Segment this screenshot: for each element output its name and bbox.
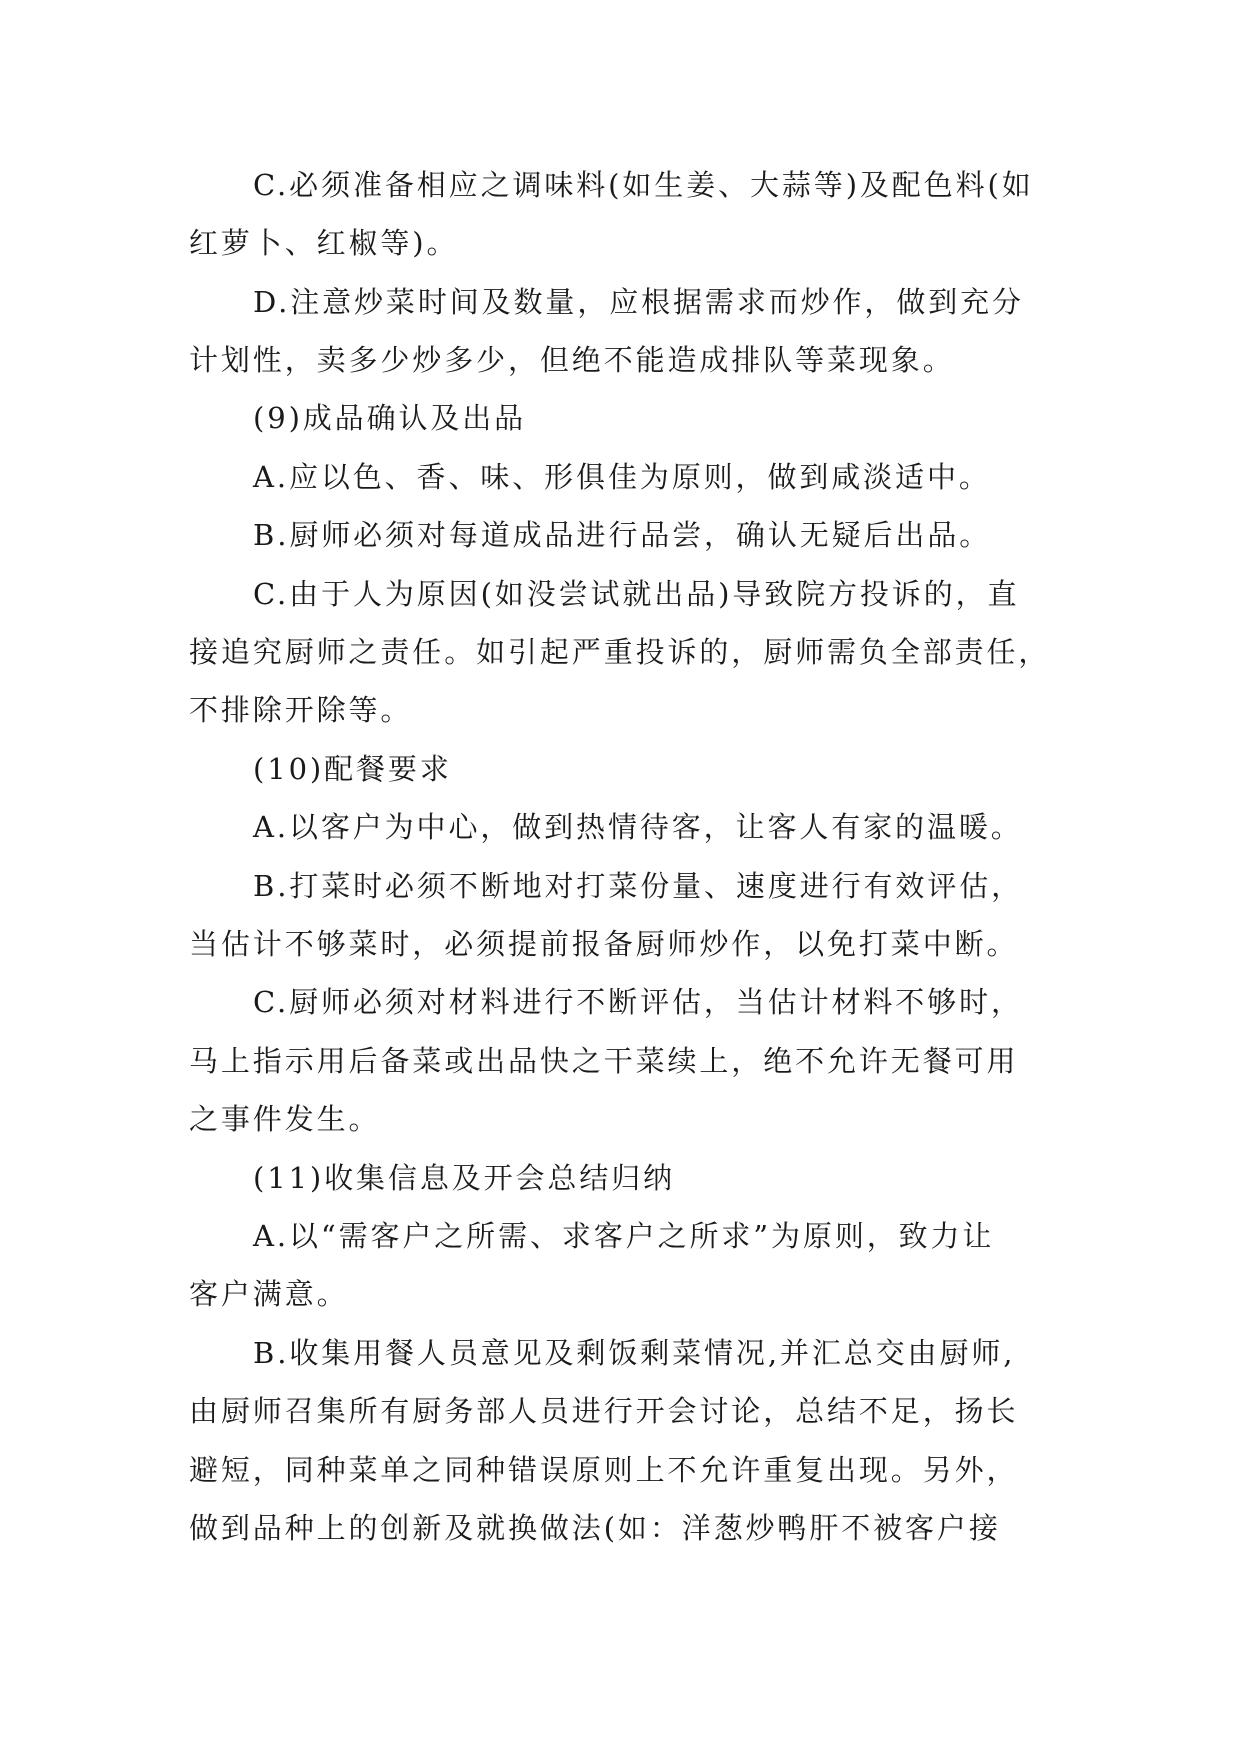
- text-line: 客户满意。: [189, 1277, 349, 1311]
- text-line: A.应以色、香、味、形俱佳为原则，做到咸淡适中。: [253, 460, 991, 494]
- text-line: C.厨师必须对材料进行不断评估，当估计材料不够时，: [253, 985, 1023, 1019]
- text-line: 红萝卜、红椒等)。: [189, 226, 459, 260]
- text-line: 计划性，卖多少炒多少，但绝不能造成排队等菜现象。: [189, 343, 955, 377]
- text-line: 由厨师召集所有厨务部人员进行开会讨论，总结不足，扬长: [189, 1394, 1019, 1428]
- text-line: 当估计不够菜时，必须提前报备厨师炒作，以免打菜中断。: [189, 927, 1019, 961]
- section-heading: (10)配餐要求: [253, 752, 452, 786]
- text-line: 马上指示用后备菜或出品快之干菜续上，绝不允许无餐可用: [189, 1044, 1019, 1078]
- section-heading: (11)收集信息及开会总结归纳: [253, 1161, 676, 1195]
- text-line: 之事件发生。: [189, 1102, 381, 1136]
- text-line: B.打菜时必须不断地对打菜份量、速度进行有效评估，: [253, 869, 1024, 903]
- text-line: D.注意炒菜时间及数量，应根据需求而炒作，做到充分: [253, 285, 1024, 319]
- text-line: 做到品种上的创新及就换做法(如：洋葱炒鸭肝不被客户接: [189, 1511, 1001, 1545]
- text-line: 避短，同种菜单之同种错误原则上不允许重复出现。另外，: [189, 1453, 1019, 1487]
- text-line: A.以“需客户之所需、求客户之所求”为原则，致力让: [253, 1219, 995, 1253]
- text-line: 接追究厨师之责任。如引起严重投诉的，厨师需负全部责任，: [189, 635, 1051, 669]
- text-line: C.由于人为原因(如没尝试就出品)导致院方投诉的，直: [253, 577, 1020, 611]
- text-line: C.必须准备相应之调味料(如生姜、大蒜等)及配色料(如: [253, 168, 1034, 202]
- text-line: A.以客户为中心，做到热情待客，让客人有家的温暖。: [253, 810, 1023, 844]
- text-line: B.收集用餐人员意见及剩饭剩菜情况,并汇总交由厨师,: [253, 1336, 1016, 1370]
- text-line: 不排除开除等。: [189, 693, 413, 727]
- text-line: B.厨师必须对每道成品进行品尝，确认无疑后出品。: [253, 518, 992, 552]
- section-heading: (9)成品确认及出品: [253, 401, 527, 435]
